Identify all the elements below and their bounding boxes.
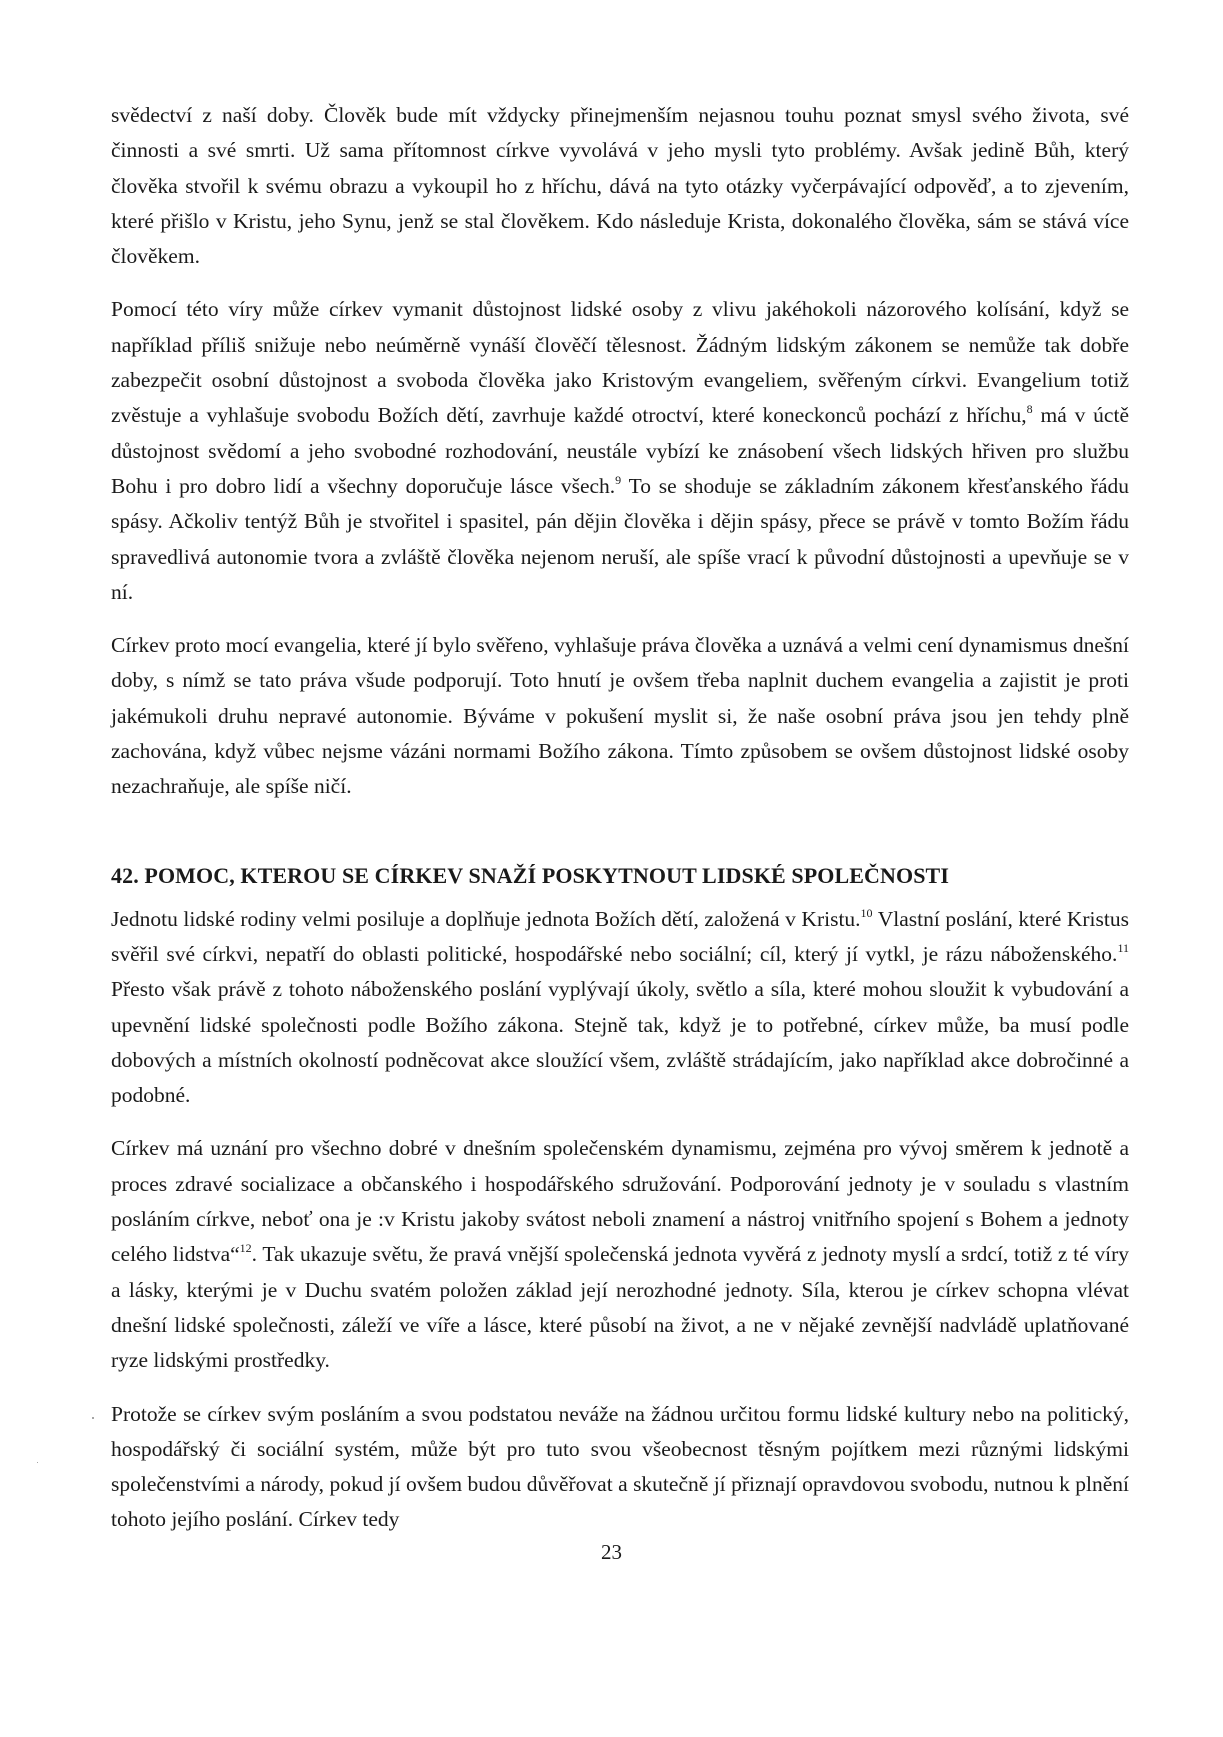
text-run: Církev má uznání pro všechno dobré v dnešním společenském dynamismu, zejména pro vývoj směrem k jednotě a proces zdravé socializace a občanského i hospodářského sdružování. Podporování jednoty je v souladu s vlastním posláním církve, neboť ona je :v Kristu jakoby svátost neboli znamení a nástroj vnitřního spojení s Bohem a jednoty celého lidstva“ [111, 1136, 1129, 1267]
page-number: 23 [601, 1540, 622, 1564]
body-text-top [111, 98, 1129, 805]
paragraph [111, 628, 1129, 804]
footnote-ref: 11 [1117, 940, 1129, 955]
footnote-ref: 8 [1026, 402, 1033, 417]
paragraph [111, 902, 1129, 1114]
text-run: Vlastní poslání, které Kristus svěřil své církvi, nepatří do oblasti politické, hospodářské nebo sociální; cíl, který jí vytkl, je rázu náboženského. [111, 906, 1129, 966]
text-run: To se shoduje se základním zákonem křesťanského řádu spásy. Ačkoliv tentýž Bůh je stvořitel i spasitel, pán dějin člověka i dějin spásy, přece se právě v tomto Božím řádu spravedlivá autonomie tvora a zvláště člověka nejenom neruší, ale spíše vrací k původní důstojnosti a upevňuje se v ní. [111, 473, 1129, 604]
footnote-ref: 9 [615, 472, 622, 487]
section-heading: 42. POMOC, KTEROU SE CÍRKEV SNAŽÍ POSKYTNOUT LIDSKÉ SPOLEČNOSTI [111, 862, 949, 888]
text-run: . Tak ukazuje světu, že pravá vnější společenská jednota vyvěrá z jednoty myslí a srdcí, totiž z té víry a lásky, kterými je v Duchu svatém položen základ její nerozhodné jednoty. Síla, kterou je církev schopna vlévat dnešní lidské společnosti, záleží ve víře a lásce, které působí na život, a ne v nějaké zevnější nadvládě uplatňované ryze lidskými prostředky. [111, 1242, 1129, 1373]
body-text-bottom [111, 902, 1129, 1538]
scan-speck [37, 1462, 38, 1463]
footnote-ref: 10 [860, 905, 873, 920]
paragraph [111, 1397, 1129, 1538]
text-run: svědectví z naší doby. Člověk bude mít vždycky přinejmenším nejasnou touhu poznat smysl svého života, své činnosti a své smrti. Už sama přítomnost církve vyvolává v jeho mysli tyto problémy. Avšak jedině Bůh, který člověka stvořil k svému obrazu a vykoupil ho z hříchu, dává na tyto otázky vyčerpávající odpověď, a to zjevením, které přišlo v Kristu, jeho Synu, jenž se stal člověkem. Kdo následuje Krista, dokonalého člověka, sám se stává více člověkem. [111, 103, 1129, 269]
scan-speck [92, 1417, 94, 1419]
document-page [111, 98, 1129, 1556]
paragraph [111, 98, 1129, 274]
text-run: Církev proto mocí evangelia, které jí bylo svěřeno, vyhlašuje práva člověka a uznává a velmi cení dynamismus dnešní doby, s nímž se tato práva všude podporují. Toto hnutí je ovšem třeba naplnit duchem evangelia a zajistit je proti jakémukoli druhu nepravé autonomie. Býváme v pokušení myslit si, že naše osobní práva jsou jen tehdy plně zachována, když vůbec nejsme vázáni normami Božího zákona. Tímto způsobem se ovšem důstojnost lidské osoby nezachraňuje, ale spíše ničí. [111, 633, 1129, 799]
text-run: Jednotu lidské rodiny velmi posiluje a doplňuje jednota Božích dětí, založená v Kristu. [111, 906, 861, 931]
text-run: má v úctě důstojnost svědomí a jeho svobodné rozhodování, neustále vybízí ke znásobení všech lidských hřiven pro službu Bohu i pro dobro lidí a všechny doporučuje lásce všech. [111, 403, 1129, 498]
text-run: Přesto však právě z tohoto náboženského poslání vyplývají úkoly, světlo a síla, které mohou sloužit k vybudování a upevnění lidské společnosti podle Božího zákona. Stejně tak, když je to potřebné, církev může, ba musí podle dobových a místních okolností podněcovat akce sloužící všem, zvláště strádajícím, jako například akce dobročinné a podobné. [111, 977, 1129, 1108]
paragraph [111, 292, 1129, 610]
text-run: Protože se církev svým posláním a svou podstatou neváže na žádnou určitou formu lidské kultury nebo na politický, hospodářský či sociální systém, může být pro tuto svou všeobecnost těsným pojítkem mezi různými lidskými společenstvími a národy, pokud jí ovšem budou důvěřovat a skutečně jí přiznají opravdovou svobodu, nutnou k plnění tohoto jejího poslání. Církev tedy [111, 1401, 1129, 1532]
paragraph [111, 1131, 1129, 1378]
footnote-ref: 12 [239, 1241, 252, 1256]
text-run: Pomocí této víry může církev vymanit důstojnost lidské osoby z vlivu jakéhokoli názorového kolísání, když se například příliš snižuje nebo neúměrně vynáší člověčí tělesnost. Žádným lidským zákonem se nemůže tak dobře zabezpečit osobní důstojnost a svoboda člověka jako Kristovým evangeliem, svěřeným církvi. Evangelium totiž zvěstuje a vyhlašuje svobodu Božích dětí, zavrhuje každé otroctví, které koneckonců pochází z hříchu, [111, 297, 1129, 428]
